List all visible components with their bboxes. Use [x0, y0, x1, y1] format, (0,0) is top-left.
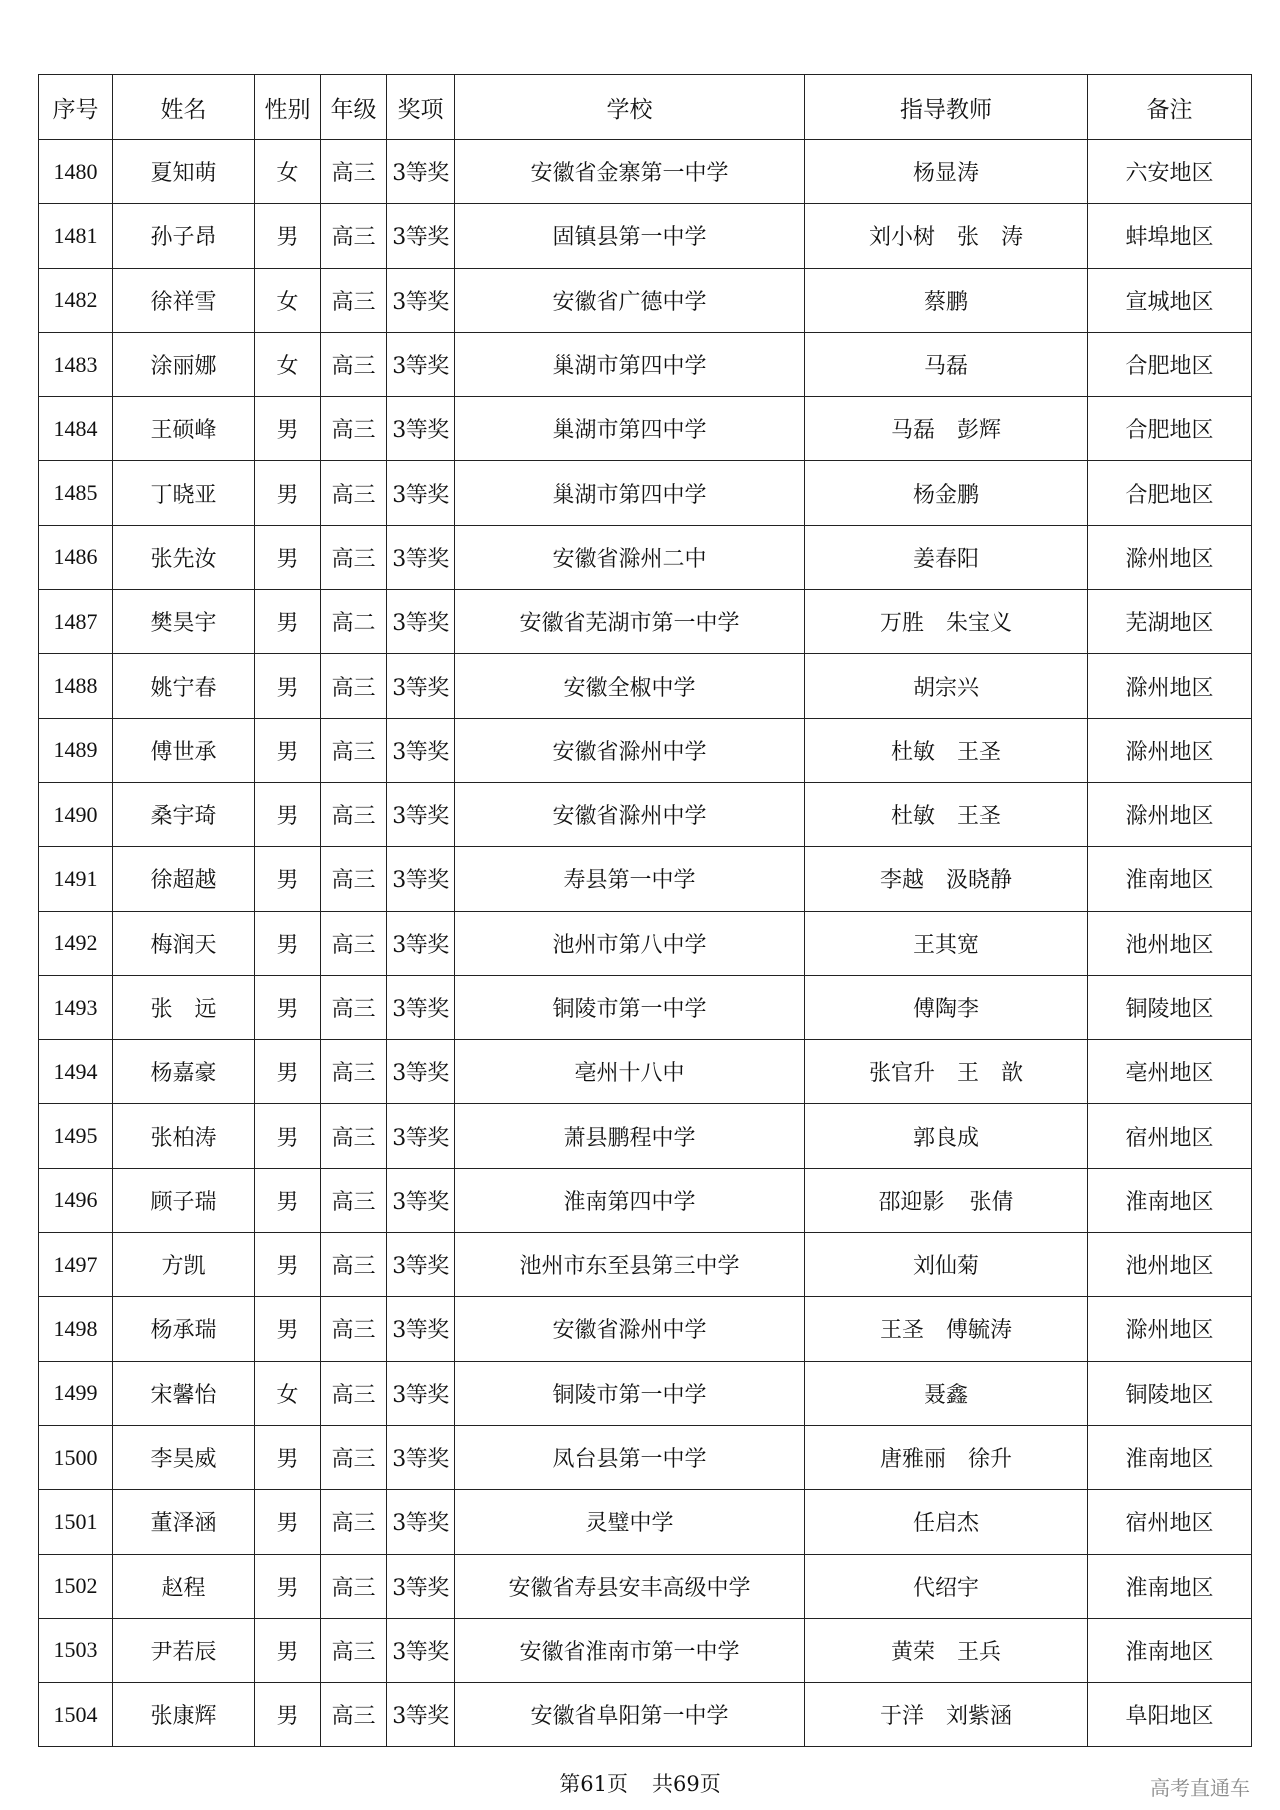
cell-serial-number: 1493: [39, 975, 113, 1039]
cell-grade: 高三: [321, 975, 387, 1039]
cell-teacher: 杨金鹏: [805, 461, 1088, 525]
cell-teacher: 万胜 朱宝义: [805, 590, 1088, 654]
cell-serial-number: 1500: [39, 1425, 113, 1489]
cell-school: 铜陵市第一中学: [455, 975, 805, 1039]
cell-award: 3等奖: [387, 1104, 455, 1168]
cell-gender: 女: [255, 332, 321, 396]
cell-serial-number: 1496: [39, 1168, 113, 1232]
cell-serial-number: 1485: [39, 461, 113, 525]
cell-name: 姚宁春: [113, 654, 255, 718]
cell-serial-number: 1486: [39, 525, 113, 589]
cell-award: 3等奖: [387, 975, 455, 1039]
cell-award: 3等奖: [387, 1490, 455, 1554]
watermark-text: 高考直通车: [1150, 1776, 1250, 1800]
cell-grade: 高三: [321, 1040, 387, 1104]
cell-school: 安徽省阜阳第一中学: [455, 1683, 805, 1747]
cell-remark: 阜阳地区: [1088, 1683, 1252, 1747]
cell-remark: 淮南地区: [1088, 847, 1252, 911]
cell-serial-number: 1482: [39, 268, 113, 332]
cell-award: 3等奖: [387, 1297, 455, 1361]
cell-serial-number: 1497: [39, 1233, 113, 1297]
cell-name: 李昊威: [113, 1425, 255, 1489]
cell-gender: 男: [255, 782, 321, 846]
cell-teacher: 杜敏 王圣: [805, 718, 1088, 782]
cell-teacher: 姜春阳: [805, 525, 1088, 589]
cell-award: 3等奖: [387, 1361, 455, 1425]
cell-award: 3等奖: [387, 911, 455, 975]
page-number: 第61页: [559, 1772, 628, 1796]
table-row: [39, 1168, 1252, 1232]
cell-grade: 高三: [321, 140, 387, 204]
table-header-row: [39, 75, 1252, 140]
cell-name: 赵程: [113, 1554, 255, 1618]
cell-school: 固镇县第一中学: [455, 204, 805, 268]
cell-remark: 六安地区: [1088, 140, 1252, 204]
cell-serial-number: 1503: [39, 1618, 113, 1682]
cell-teacher: 胡宗兴: [805, 654, 1088, 718]
table-row: [39, 1104, 1252, 1168]
cell-gender: 男: [255, 847, 321, 911]
cell-teacher: 杨显涛: [805, 140, 1088, 204]
cell-remark: 铜陵地区: [1088, 1361, 1252, 1425]
table-row: [39, 1425, 1252, 1489]
cell-remark: 合肥地区: [1088, 397, 1252, 461]
cell-school: 巢湖市第四中学: [455, 397, 805, 461]
cell-school: 池州市东至县第三中学: [455, 1233, 805, 1297]
cell-grade: 高三: [321, 847, 387, 911]
cell-gender: 男: [255, 1425, 321, 1489]
cell-grade: 高三: [321, 1233, 387, 1297]
cell-gender: 女: [255, 268, 321, 332]
cell-remark: 淮南地区: [1088, 1618, 1252, 1682]
cell-school: 铜陵市第一中学: [455, 1361, 805, 1425]
cell-serial-number: 1495: [39, 1104, 113, 1168]
cell-award: 3等奖: [387, 461, 455, 525]
cell-gender: 男: [255, 718, 321, 782]
header-school: 学校: [455, 75, 805, 140]
cell-teacher: 唐雅丽 徐升: [805, 1425, 1088, 1489]
table-row: [39, 1040, 1252, 1104]
header-teacher: 指导教师: [805, 75, 1088, 140]
cell-award: 3等奖: [387, 1618, 455, 1682]
cell-school: 安徽全椒中学: [455, 654, 805, 718]
cell-teacher: 代绍宇: [805, 1554, 1088, 1618]
cell-teacher: 刘仙菊: [805, 1233, 1088, 1297]
cell-school: 安徽省滁州中学: [455, 782, 805, 846]
header-serial-number: 序号: [39, 75, 113, 140]
cell-grade: 高二: [321, 590, 387, 654]
cell-award: 3等奖: [387, 1683, 455, 1747]
table-row: [39, 397, 1252, 461]
cell-name: 杨承瑞: [113, 1297, 255, 1361]
cell-serial-number: 1480: [39, 140, 113, 204]
cell-teacher: 任启杰: [805, 1490, 1088, 1554]
cell-award: 3等奖: [387, 590, 455, 654]
cell-gender: 男: [255, 1554, 321, 1618]
cell-gender: 女: [255, 140, 321, 204]
cell-school: 亳州十八中: [455, 1040, 805, 1104]
cell-teacher: 邵迎影 张倩: [805, 1168, 1088, 1232]
cell-gender: 男: [255, 397, 321, 461]
cell-remark: 池州地区: [1088, 911, 1252, 975]
cell-school: 安徽省滁州中学: [455, 1297, 805, 1361]
cell-serial-number: 1488: [39, 654, 113, 718]
cell-school: 寿县第一中学: [455, 847, 805, 911]
cell-grade: 高三: [321, 1683, 387, 1747]
cell-name: 张康辉: [113, 1683, 255, 1747]
cell-gender: 男: [255, 1297, 321, 1361]
cell-name: 方凯: [113, 1233, 255, 1297]
cell-name: 孙子昂: [113, 204, 255, 268]
page-total: 共69页: [652, 1772, 721, 1796]
cell-gender: 男: [255, 461, 321, 525]
cell-serial-number: 1481: [39, 204, 113, 268]
cell-serial-number: 1499: [39, 1361, 113, 1425]
cell-gender: 男: [255, 1233, 321, 1297]
cell-grade: 高三: [321, 204, 387, 268]
table-row: [39, 654, 1252, 718]
table-row: [39, 1554, 1252, 1618]
cell-grade: 高三: [321, 911, 387, 975]
table-row: [39, 1683, 1252, 1747]
table-row: [39, 847, 1252, 911]
cell-name: 尹若辰: [113, 1618, 255, 1682]
cell-name: 涂丽娜: [113, 332, 255, 396]
cell-name: 张柏涛: [113, 1104, 255, 1168]
cell-serial-number: 1498: [39, 1297, 113, 1361]
cell-teacher: 刘小树 张 涛: [805, 204, 1088, 268]
table-row: [39, 1233, 1252, 1297]
cell-serial-number: 1489: [39, 718, 113, 782]
cell-name: 樊昊宇: [113, 590, 255, 654]
table-row: [39, 911, 1252, 975]
cell-remark: 宿州地区: [1088, 1104, 1252, 1168]
cell-gender: 男: [255, 911, 321, 975]
cell-teacher: 马磊 彭辉: [805, 397, 1088, 461]
cell-name: 张 远: [113, 975, 255, 1039]
cell-grade: 高三: [321, 1297, 387, 1361]
cell-teacher: 王其宽: [805, 911, 1088, 975]
cell-school: 池州市第八中学: [455, 911, 805, 975]
cell-grade: 高三: [321, 718, 387, 782]
table-row: [39, 975, 1252, 1039]
cell-grade: 高三: [321, 397, 387, 461]
cell-school: 巢湖市第四中学: [455, 332, 805, 396]
cell-name: 夏知萌: [113, 140, 255, 204]
header-remark: 备注: [1088, 75, 1252, 140]
cell-serial-number: 1501: [39, 1490, 113, 1554]
table-row: [39, 718, 1252, 782]
cell-gender: 女: [255, 1361, 321, 1425]
cell-school: 安徽省滁州二中: [455, 525, 805, 589]
cell-grade: 高三: [321, 1425, 387, 1489]
cell-remark: 池州地区: [1088, 1233, 1252, 1297]
cell-gender: 男: [255, 1618, 321, 1682]
cell-grade: 高三: [321, 1490, 387, 1554]
cell-award: 3等奖: [387, 1425, 455, 1489]
cell-gender: 男: [255, 1104, 321, 1168]
cell-grade: 高三: [321, 1554, 387, 1618]
awards-sheet: [38, 74, 1251, 1747]
cell-school: 安徽省淮南市第一中学: [455, 1618, 805, 1682]
header-name: 姓名: [113, 75, 255, 140]
cell-award: 3等奖: [387, 847, 455, 911]
cell-gender: 男: [255, 654, 321, 718]
table-row: [39, 1618, 1252, 1682]
table-row: [39, 1490, 1252, 1554]
cell-grade: 高三: [321, 525, 387, 589]
cell-teacher: 于洋 刘紫涵: [805, 1683, 1088, 1747]
cell-serial-number: 1483: [39, 332, 113, 396]
cell-teacher: 张官升 王 歆: [805, 1040, 1088, 1104]
cell-grade: 高三: [321, 1168, 387, 1232]
cell-teacher: 李越 汲晓静: [805, 847, 1088, 911]
cell-name: 丁晓亚: [113, 461, 255, 525]
cell-grade: 高三: [321, 332, 387, 396]
header-gender: 性别: [255, 75, 321, 140]
cell-name: 王硕峰: [113, 397, 255, 461]
cell-gender: 男: [255, 975, 321, 1039]
cell-award: 3等奖: [387, 654, 455, 718]
cell-name: 徐超越: [113, 847, 255, 911]
cell-school: 安徽省广德中学: [455, 268, 805, 332]
cell-name: 杨嘉豪: [113, 1040, 255, 1104]
cell-name: 宋馨怡: [113, 1361, 255, 1425]
cell-school: 凤台县第一中学: [455, 1425, 805, 1489]
cell-gender: 男: [255, 1168, 321, 1232]
cell-remark: 芜湖地区: [1088, 590, 1252, 654]
cell-remark: 滁州地区: [1088, 525, 1252, 589]
cell-remark: 合肥地区: [1088, 461, 1252, 525]
page-footer: [0, 1768, 1280, 1798]
cell-serial-number: 1494: [39, 1040, 113, 1104]
cell-grade: 高三: [321, 1618, 387, 1682]
cell-teacher: 郭良成: [805, 1104, 1088, 1168]
cell-remark: 亳州地区: [1088, 1040, 1252, 1104]
cell-serial-number: 1490: [39, 782, 113, 846]
cell-award: 3等奖: [387, 782, 455, 846]
cell-school: 安徽省滁州中学: [455, 718, 805, 782]
cell-gender: 男: [255, 204, 321, 268]
cell-school: 安徽省寿县安丰高级中学: [455, 1554, 805, 1618]
cell-grade: 高三: [321, 1104, 387, 1168]
cell-award: 3等奖: [387, 397, 455, 461]
cell-remark: 合肥地区: [1088, 332, 1252, 396]
cell-teacher: 杜敏 王圣: [805, 782, 1088, 846]
cell-gender: 男: [255, 1490, 321, 1554]
cell-school: 巢湖市第四中学: [455, 461, 805, 525]
cell-remark: 滁州地区: [1088, 654, 1252, 718]
cell-gender: 男: [255, 525, 321, 589]
cell-grade: 高三: [321, 654, 387, 718]
table-row: [39, 204, 1252, 268]
table-row: [39, 525, 1252, 589]
header-grade: 年级: [321, 75, 387, 140]
table-row: [39, 140, 1252, 204]
cell-award: 3等奖: [387, 140, 455, 204]
cell-school: 萧县鹏程中学: [455, 1104, 805, 1168]
header-award: 奖项: [387, 75, 455, 140]
cell-remark: 滁州地区: [1088, 782, 1252, 846]
cell-award: 3等奖: [387, 332, 455, 396]
cell-grade: 高三: [321, 268, 387, 332]
cell-remark: 淮南地区: [1088, 1425, 1252, 1489]
cell-remark: 滁州地区: [1088, 718, 1252, 782]
table-row: [39, 332, 1252, 396]
awards-table: [38, 74, 1252, 1747]
cell-remark: 宿州地区: [1088, 1490, 1252, 1554]
cell-remark: 铜陵地区: [1088, 975, 1252, 1039]
cell-award: 3等奖: [387, 204, 455, 268]
cell-gender: 男: [255, 1683, 321, 1747]
cell-serial-number: 1491: [39, 847, 113, 911]
cell-award: 3等奖: [387, 1040, 455, 1104]
cell-teacher: 蔡鹏: [805, 268, 1088, 332]
cell-serial-number: 1484: [39, 397, 113, 461]
table-body: [39, 140, 1252, 1747]
cell-remark: 蚌埠地区: [1088, 204, 1252, 268]
cell-gender: 男: [255, 1040, 321, 1104]
cell-grade: 高三: [321, 461, 387, 525]
cell-remark: 淮南地区: [1088, 1554, 1252, 1618]
cell-award: 3等奖: [387, 268, 455, 332]
cell-name: 桑宇琦: [113, 782, 255, 846]
cell-award: 3等奖: [387, 718, 455, 782]
cell-school: 淮南第四中学: [455, 1168, 805, 1232]
table-row: [39, 268, 1252, 332]
table-row: [39, 1297, 1252, 1361]
cell-grade: 高三: [321, 1361, 387, 1425]
table-row: [39, 782, 1252, 846]
cell-name: 顾子瑞: [113, 1168, 255, 1232]
cell-school: 灵璧中学: [455, 1490, 805, 1554]
cell-name: 张先汝: [113, 525, 255, 589]
cell-remark: 宣城地区: [1088, 268, 1252, 332]
cell-grade: 高三: [321, 782, 387, 846]
cell-school: 安徽省金寨第一中学: [455, 140, 805, 204]
cell-teacher: 聂鑫: [805, 1361, 1088, 1425]
cell-gender: 男: [255, 590, 321, 654]
cell-award: 3等奖: [387, 1168, 455, 1232]
cell-serial-number: 1502: [39, 1554, 113, 1618]
table-row: [39, 461, 1252, 525]
table-row: [39, 590, 1252, 654]
cell-name: 董泽涵: [113, 1490, 255, 1554]
table-row: [39, 1361, 1252, 1425]
cell-teacher: 黄荣 王兵: [805, 1618, 1088, 1682]
cell-name: 傅世承: [113, 718, 255, 782]
cell-award: 3等奖: [387, 525, 455, 589]
cell-remark: 滁州地区: [1088, 1297, 1252, 1361]
cell-teacher: 王圣 傅毓涛: [805, 1297, 1088, 1361]
cell-teacher: 傅陶李: [805, 975, 1088, 1039]
cell-remark: 淮南地区: [1088, 1168, 1252, 1232]
cell-award: 3等奖: [387, 1554, 455, 1618]
cell-name: 梅润天: [113, 911, 255, 975]
cell-name: 徐祥雪: [113, 268, 255, 332]
cell-serial-number: 1492: [39, 911, 113, 975]
cell-serial-number: 1504: [39, 1683, 113, 1747]
cell-teacher: 马磊: [805, 332, 1088, 396]
cell-serial-number: 1487: [39, 590, 113, 654]
cell-school: 安徽省芜湖市第一中学: [455, 590, 805, 654]
cell-award: 3等奖: [387, 1233, 455, 1297]
